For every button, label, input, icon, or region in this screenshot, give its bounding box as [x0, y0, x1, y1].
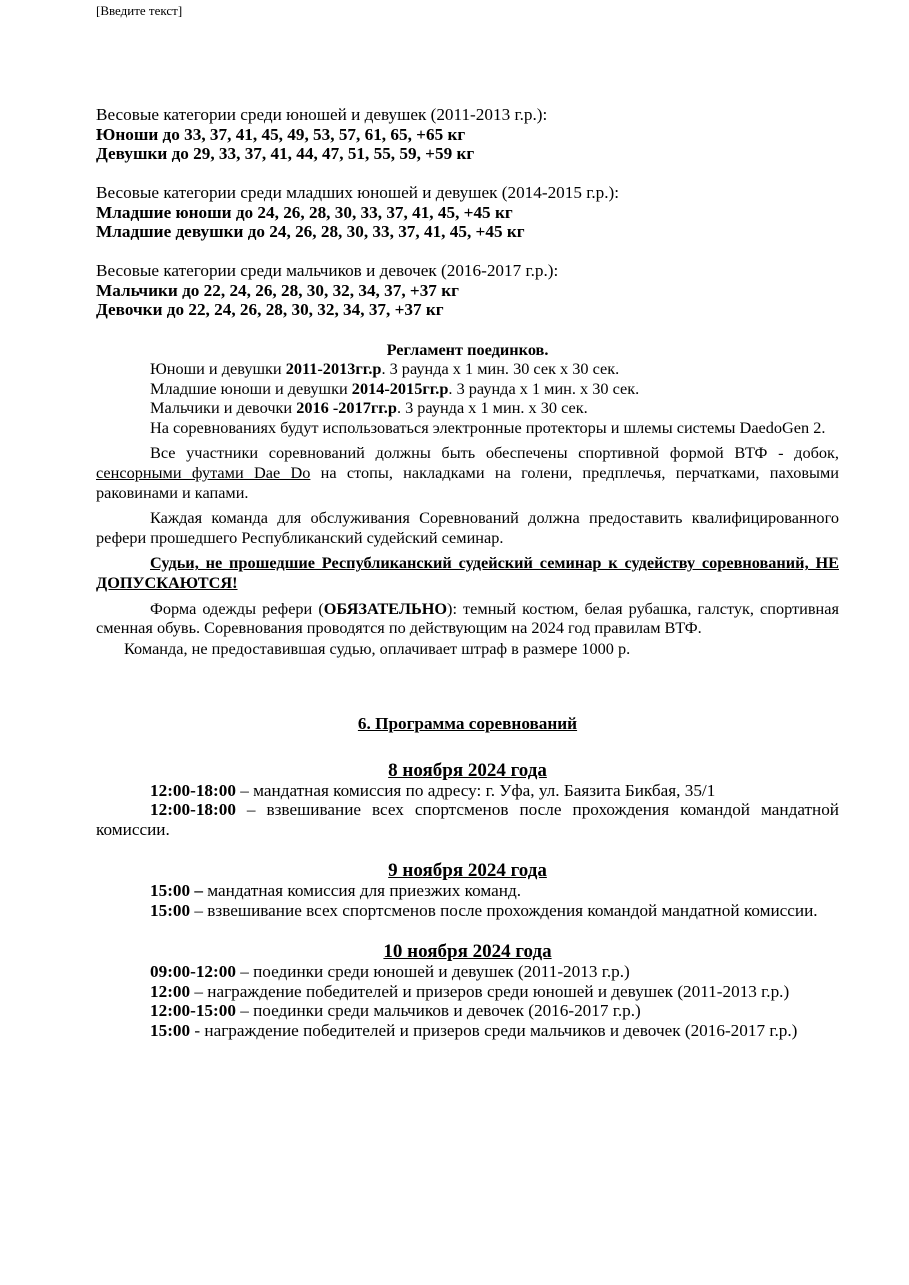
dress-code-paragraph: Форма одежды рефери (ОБЯЗАТЕЛЬНО): темный костюм, белая рубашка, галстук, спортивная сменная обувь. Соревнования проводятся по действующим на 2024 год правилам ВТФ. — [96, 598, 839, 638]
regulations-section — [96, 340, 839, 659]
schedule-item: 15:00 - награждение победителей и призеров среди мальчиков и девочек (2016-2017 г.р.) — [150, 1020, 798, 1040]
weights-boys: Младшие юноши до 24, 26, 28, 30, 33, 37, 41, 45, +45 кг — [96, 202, 513, 222]
round-rule: Юноши и девушки 2011-2013гг.р. 3 раунда х 1 мин. 30 сек х 30 сек. — [150, 359, 620, 379]
header-placeholder: [Введите текст] — [96, 3, 183, 18]
weights-girls: Девушки до 29, 33, 37, 41, 44, 47, 51, 55, 59, +59 кг — [96, 144, 475, 163]
regulations-title: Регламент поединков. — [386, 339, 549, 359]
protectors-paragraph: На соревнованиях будут использоваться электронные протекторы и шлемы системы DaedoGen 2. — [150, 417, 826, 437]
weights-girls: Младшие девушки до 24, 26, 28, 30, 33, 37, 41, 45, +45 кг — [96, 222, 525, 241]
fine-paragraph: Команда, не предоставившая судью, оплачивает штраф в размере 1000 р. — [124, 638, 631, 658]
schedule-item: 09:00-12:00 – поединки среди юношей и девушек (2011-2013 г.р.) — [150, 962, 630, 982]
weights-intro: Весовые категории среди мальчиков и девочек (2016-2017 г.р.): — [96, 261, 559, 280]
schedule-item: 12:00-15:00 – поединки среди мальчиков и девочек (2016-2017 г.р.) — [150, 1001, 641, 1021]
schedule-item: 15:00 – взвешивание всех спортсменов после прохождения командой мандатной комиссии. — [150, 900, 818, 920]
round-rule: Младшие юноши и девушки 2014-2015гг.р. 3 раунда х 1 мин. х 30 сек. — [150, 378, 640, 398]
schedule-item: 15:00 – мандатная комиссия для приезжих команд. — [150, 881, 521, 901]
weights-juniors — [96, 105, 839, 164]
program-day — [96, 860, 839, 920]
referee-warning: Судьи, не прошедшие Республиканский судейский семинар к судейству соревнований, НЕ ДОПУСКАЮТСЯ! — [96, 553, 839, 593]
weights-girls: Девочки до 22, 24, 26, 28, 30, 32, 34, 37, +37 кг — [96, 300, 444, 319]
day-date: 9 ноября 2024 года — [388, 860, 547, 882]
weights-intro: Весовые категории среди младших юношей и девушек (2014-2015 г.р.): — [96, 183, 620, 202]
referee-paragraph: Каждая команда для обслуживания Соревнований должна предоставить квалифицированного рефери прошедшего Республиканский судейский семинар. — [96, 508, 839, 547]
day-date: 10 ноября 2024 года — [383, 941, 552, 963]
weights-children — [96, 261, 839, 320]
weights-boys: Юноши до 33, 37, 41, 45, 49, 53, 57, 61, 65, +65 кг — [96, 124, 466, 144]
program-day — [96, 760, 839, 840]
weights-boys: Мальчики до 22, 24, 26, 28, 30, 32, 34, 37, +37 кг — [96, 280, 459, 300]
schedule-item: 12:00 – награждение победителей и призеров среди юношей и девушек (2011-2013 г.р.) — [150, 981, 790, 1001]
weights-intro: Весовые категории среди юношей и девушек (2011-2013 г.р.): — [96, 105, 548, 124]
day-date: 8 ноября 2024 года — [388, 759, 547, 781]
round-rule: Мальчики и девочки 2016 -2017гг.р. 3 раунда х 1 мин. х 30 сек. — [150, 398, 588, 418]
schedule-item: 12:00-18:00 – мандатная комиссия по адресу: г. Уфа, ул. Баязита Бикбая, 35/1 — [150, 780, 716, 800]
weights-younger — [96, 183, 839, 242]
program-day — [96, 941, 839, 1040]
equipment-paragraph: Все участники соревнований должны быть обеспечены спортивной формой ВТФ - добок, сенсорными футами Dae Do на стопы, накладками на голени, предплечья, перчатками, паховыми раковинами и капами. — [96, 443, 839, 502]
schedule-item: 12:00-18:00 – взвешивание всех спортсменов после прохождения командой мандатной комиссии. — [96, 800, 839, 839]
document-body — [96, 105, 839, 1040]
program-title: 6. Программа соревнований — [357, 714, 578, 734]
